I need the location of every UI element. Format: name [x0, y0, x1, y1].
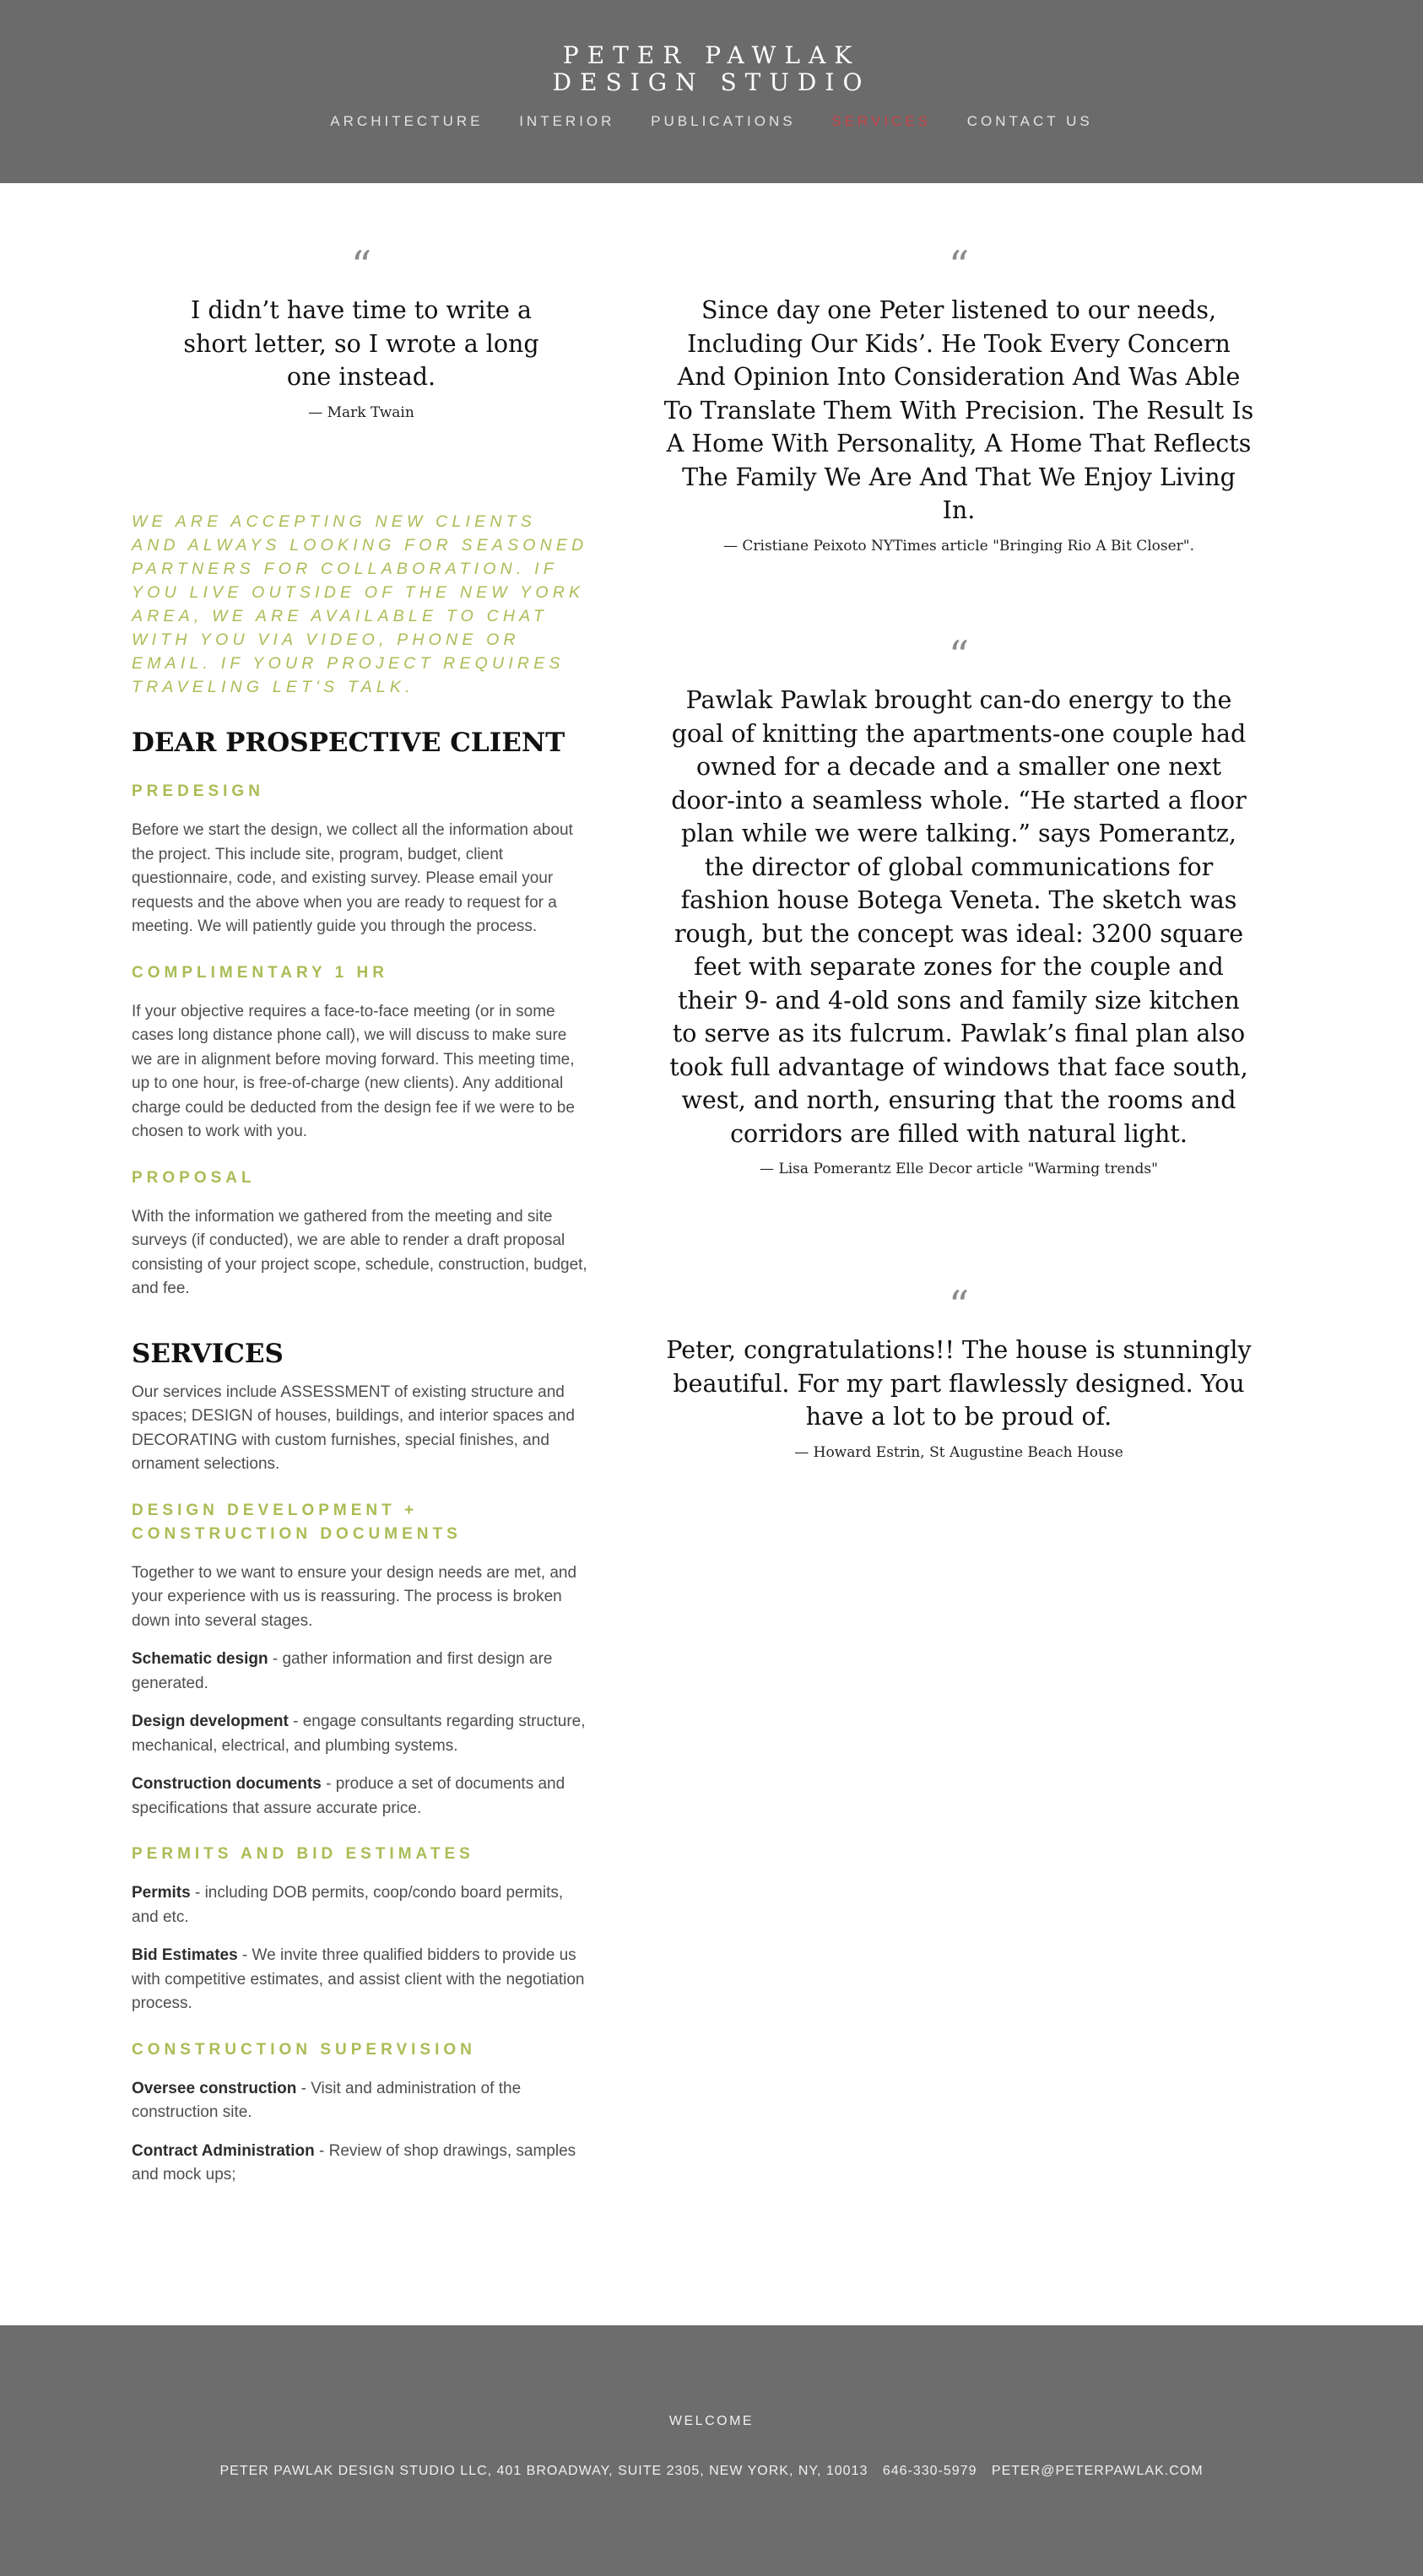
schematic-design-item [132, 1648, 591, 1696]
footer-phone[interactable]: 646-330-5979 [882, 2464, 977, 2478]
complimentary-text: If your objective requires a face-to-face meeting (or in some cases long distance phone call), we will discuss to make sure we are in alignment before moving forward. This meeting time, up to one hour, is free-of-charge (new clients). Any additional charge could be deducted from the design fee if we were to be chosen to work with you. [132, 1002, 575, 1140]
proposal-text: With the information we gathered from the meeting and site surveys (if conducted), we are able to render a draft proposal consisting of your project scope, schedule, construction, budget, and fee. [132, 1207, 587, 1297]
nav-publications[interactable]: PUBLICATIONS [651, 113, 796, 129]
quote-block [663, 1282, 1254, 1461]
brand-line-2: DESIGN STUDIO [552, 68, 871, 96]
site-header [0, 0, 1423, 183]
intro-text: WE ARE ACCEPTING NEW CLIENTS AND ALWAYS LOOKING FOR SEASONED PARTNERS FOR COLLABORATION. IF YOU LIVE OUTSIDE OF THE NEW YORK AREA, WE ARE AVAILABLE TO CHAT WITH YOU VIA VIDEO, PHONE OR EMAIL. IF YOUR PROJECT REQUIRES TRAVELING LET'S TALK. [132, 512, 588, 696]
contract-administration-label: Contract Administration [132, 2141, 315, 2160]
quote-text: Since day one Peter listened to our needs, Including Our Kids’. He Took Every Concern And Opinion Into Consideration And Was Able To Translate Them With Precision. The Result Is A Home With Personality, A Home That Reflects The Family We Are And That We Enjoy Living In. [663, 296, 1254, 524]
design-development-desc: - engage consultants regarding structure, mechanical, electrical, and plumbing systems. [132, 1713, 586, 1755]
design-development-label: Design development [132, 1713, 289, 1730]
quote-attribution: — Mark Twain [308, 403, 414, 421]
bid-estimates-label: Bid Estimates [132, 1946, 238, 1964]
bid-estimates-text: - We invite three qualified bidders to provide us with competitive estimates, and assist client with the negotiation process. [132, 1946, 585, 2012]
quote-block [663, 632, 1254, 1177]
permits-label: Permits [132, 1884, 191, 1902]
proposal-heading: PROPOSAL [132, 1168, 256, 1187]
quote-mark-icon: “ [948, 242, 970, 290]
bid-estimates-item [132, 1944, 591, 2016]
quote-attribution: — Howard Estrin, St Augustine Beach House [794, 1443, 1123, 1461]
footer-email-link[interactable]: PETER@PETERPAWLAK.COM [991, 2464, 1204, 2478]
quote-text: I didn’t have time to write a short letter, so I wrote a long one instead. [183, 296, 539, 391]
site-logo[interactable] [0, 42, 1423, 96]
contract-administration-item [132, 2140, 591, 2188]
predesign-heading: PREDESIGN [132, 782, 264, 800]
footer-welcome: WELCOME [668, 2414, 755, 2428]
design-development-item [132, 1710, 591, 1758]
nav-architecture[interactable]: ARCHITECTURE [330, 113, 484, 129]
dear-client-title: DEAR PROSPECTIVE CLIENT [132, 728, 565, 758]
quote-block [165, 242, 557, 421]
permits-heading: PERMITS AND BID ESTIMATES [132, 1845, 474, 1863]
services-title: SERVICES [132, 1338, 284, 1369]
schematic-design-text: - gather information and first design are generated. [132, 1650, 553, 1692]
nav-interior[interactable]: INTERIOR [519, 113, 615, 129]
nav-services[interactable]: SERVICES [831, 113, 932, 129]
quote-text: Pawlak Pawlak brought can-do energy to the goal of knitting the apartments-one couple had owned for a decade and a smaller one next door-into a seamless whole. “He started a floor plan while we were talking.” says Pomerantz, the director of global communications for fashion house Botega Veneta. The sketch was rough, but the concept was ideal: 3200 square feet with separate zones for the couple and their 9- and 4-old sons and family size kitchen to serve as its fulcrum. Pawlak’s final plan also took full advantage of windows that face south, west, and north, ensuring that the rooms and corridors are filled with natural light. [669, 686, 1248, 1148]
permits-item [132, 1881, 591, 1929]
quote-mark-icon: “ [948, 1282, 970, 1329]
construction-documents-text: - produce a set of documents and specifications that assure accurate price. [132, 1775, 565, 1817]
design-development-heading: DESIGN DEVELOPMENT + CONSTRUCTION DOCUMENTS [132, 1501, 462, 1543]
oversee-construction-text: - Visit and administration of the construction site. [132, 2079, 522, 2121]
quote-block [663, 242, 1254, 555]
main-nav [0, 113, 1423, 130]
quote-text: Peter, congratulations!! The house is stunningly beautiful. For my part flawlessly designed. You have a lot to be proud of. [666, 1336, 1252, 1431]
quote-mark-icon: “ [350, 242, 372, 290]
complimentary-heading: COMPLIMENTARY 1 HR [132, 963, 388, 982]
quote-mark-icon: “ [948, 632, 970, 679]
oversee-construction-item [132, 2077, 591, 2125]
oversee-construction-label: Oversee construction [132, 2079, 297, 2097]
services-column [132, 510, 591, 2188]
nav-contact-us[interactable]: CONTACT US [966, 113, 1093, 129]
footer-contact-line [0, 2464, 1423, 2479]
contract-administration-text: - Review of shop drawings, samples and mock ups; [132, 2141, 576, 2184]
site-footer [0, 2325, 1423, 2576]
quote-attribution: — Cristiane Peixoto NYTimes article "Bringing Rio A Bit Closer". [722, 537, 1195, 555]
brand-line-1: PETER PAWLAK [562, 41, 861, 69]
construction-supervision-heading: CONSTRUCTION SUPERVISION [132, 2040, 476, 2059]
construction-documents-item [132, 1772, 591, 1821]
services-text: Our services include ASSESSMENT of existing structure and spaces; DESIGN of houses, buildings, and interior spaces and DECORATING with custom furnishes, special finishes, and ornament selections. [132, 1383, 575, 1473]
construction-documents-label: Construction documents [132, 1775, 322, 1793]
permits-text: - including DOB permits, coop/condo board permits, and etc. [132, 1884, 564, 1926]
predesign-text: Before we start the design, we collect all the information about the project. This include site, program, budget, client questionnaire, code, and existing survey. Please email your requests and the above when you are ready to request for a meeting. We will patiently guide you through the process. [132, 821, 573, 935]
design-development-text: Together to we want to ensure your design needs are met, and your experience with us is reassuring. The process is broken down into several stages. [132, 1563, 577, 1630]
schematic-design-label: Schematic design [132, 1650, 268, 1668]
quote-attribution: — Lisa Pomerantz Elle Decor article "Warming trends" [760, 1161, 1158, 1177]
footer-company-address: PETER PAWLAK DESIGN STUDIO LLC, 401 BROADWAY, SUITE 2305, NEW YORK, NY, 10013 [219, 2464, 868, 2478]
